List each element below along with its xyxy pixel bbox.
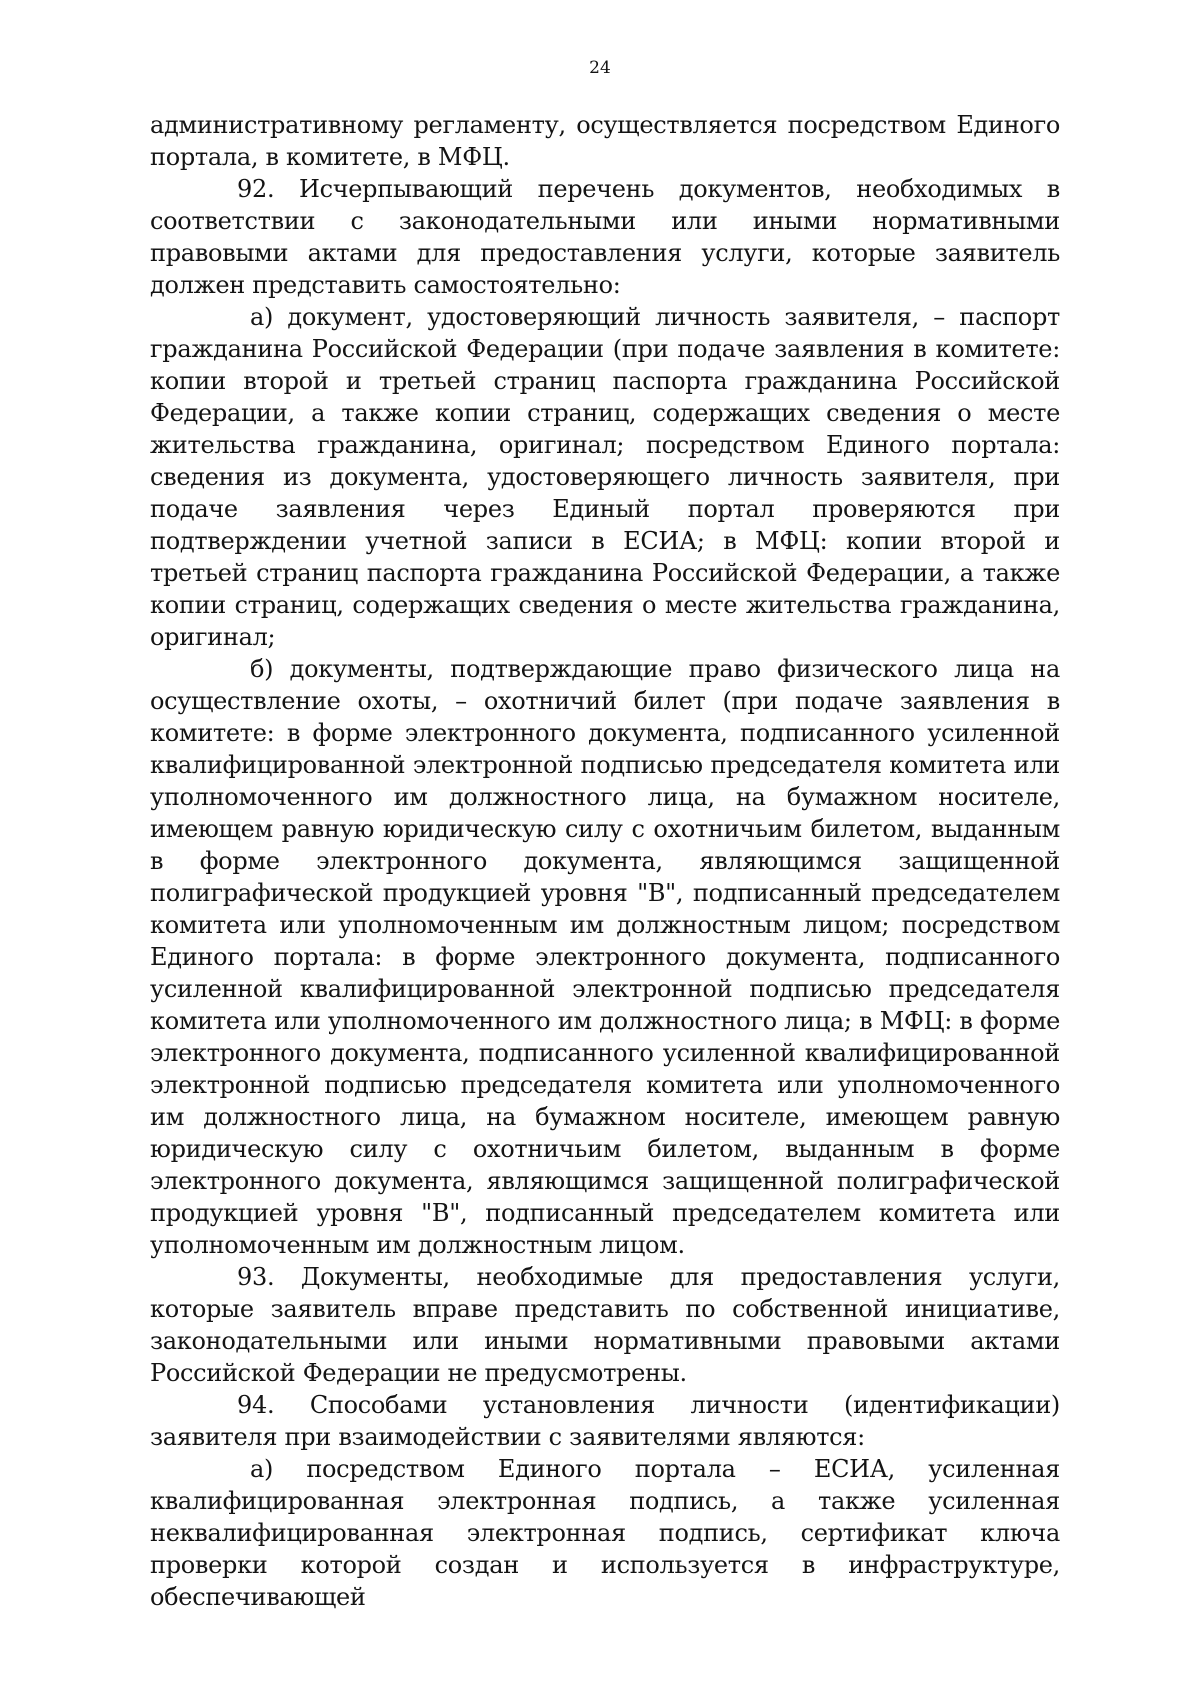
paragraph-92-a: а) документ, удостоверяющий личность заявителя, – паспорт гражданина Российской Федерации (при подаче заявления в комитете: копии второй и третьей страниц паспорта гражданина Российской Федерации, а также копии страниц, содержащих сведения о месте жительства гражданина, оригинал; посредством Единого портала: сведения из документа, удостоверяющего личность заявителя, при подаче заявления через Единый портал проверяются при подтверждении учетной записи в ЕСИА; в МФЦ: копии второй и третьей страниц паспорта гражданина Российской Федерации, а также копии страниц, содержащих сведения о месте жительства гражданина, оригинал; <box>150 303 1060 651</box>
paragraph-92: 92. Исчерпывающий перечень документов, необходимых в соответствии с законодательными или иными нормативными правовыми актами для предоставления услуги, которые заявитель должен представить самостоятельно: <box>150 175 1060 299</box>
paragraph-94: 94. Способами установления личности (идентификации) заявителя при взаимодействии с заявителями являются: <box>150 1391 1060 1451</box>
paragraph-93: 93. Документы, необходимые для предоставления услуги, которые заявитель вправе представить по собственной инициативе, законодательными или иными нормативными правовыми актами Российской Федерации не предусмотрены. <box>150 1263 1060 1387</box>
paragraph-92-b: б) документы, подтверждающие право физического лица на осуществление охоты, – охотничий билет (при подаче заявления в комитете: в форме электронного документа, подписанного усиленной квалифицированной электронной подписью председателя комитета или уполномоченного им должностного лица, на бумажном носителе, имеющем равную юридическую силу с охотничьим билетом, выданным в форме электронного документа, являющимся защищенной полиграфической продукцией уровня "В", подписанный председателем комитета или уполномоченным им должностным лицом; посредством Единого портала: в форме электронного документа, подписанного усиленной квалифицированной электронной подписью председателя комитета или уполномоченного им должностного лица; в МФЦ: в форме электронного документа, подписанного усиленной квалифицированной электронной подписью председателя комитета или уполномоченного им должностного лица, на бумажном носителе, имеющем равную юридическую силу с охотничьим билетом, выданным в форме электронного документа, являющимся защищенной полиграфической продукцией уровня "В", подписанный председателем комитета или уполномоченным им должностным лицом. <box>150 655 1060 1259</box>
paragraph-94-a: а) посредством Единого портала – ЕСИА, усиленная квалифицированная электронная подпись, а также усиленная неквалифицированная электронная подпись, сертификат ключа проверки которой создан и используется в инфраструктуре, обеспечивающей <box>150 1455 1060 1611</box>
page-number: 24 <box>589 58 611 78</box>
document-body <box>150 109 1060 1613</box>
paragraph-continuation: административному регламенту, осуществляется посредством Единого портала, в комитете, в МФЦ. <box>150 111 1060 171</box>
